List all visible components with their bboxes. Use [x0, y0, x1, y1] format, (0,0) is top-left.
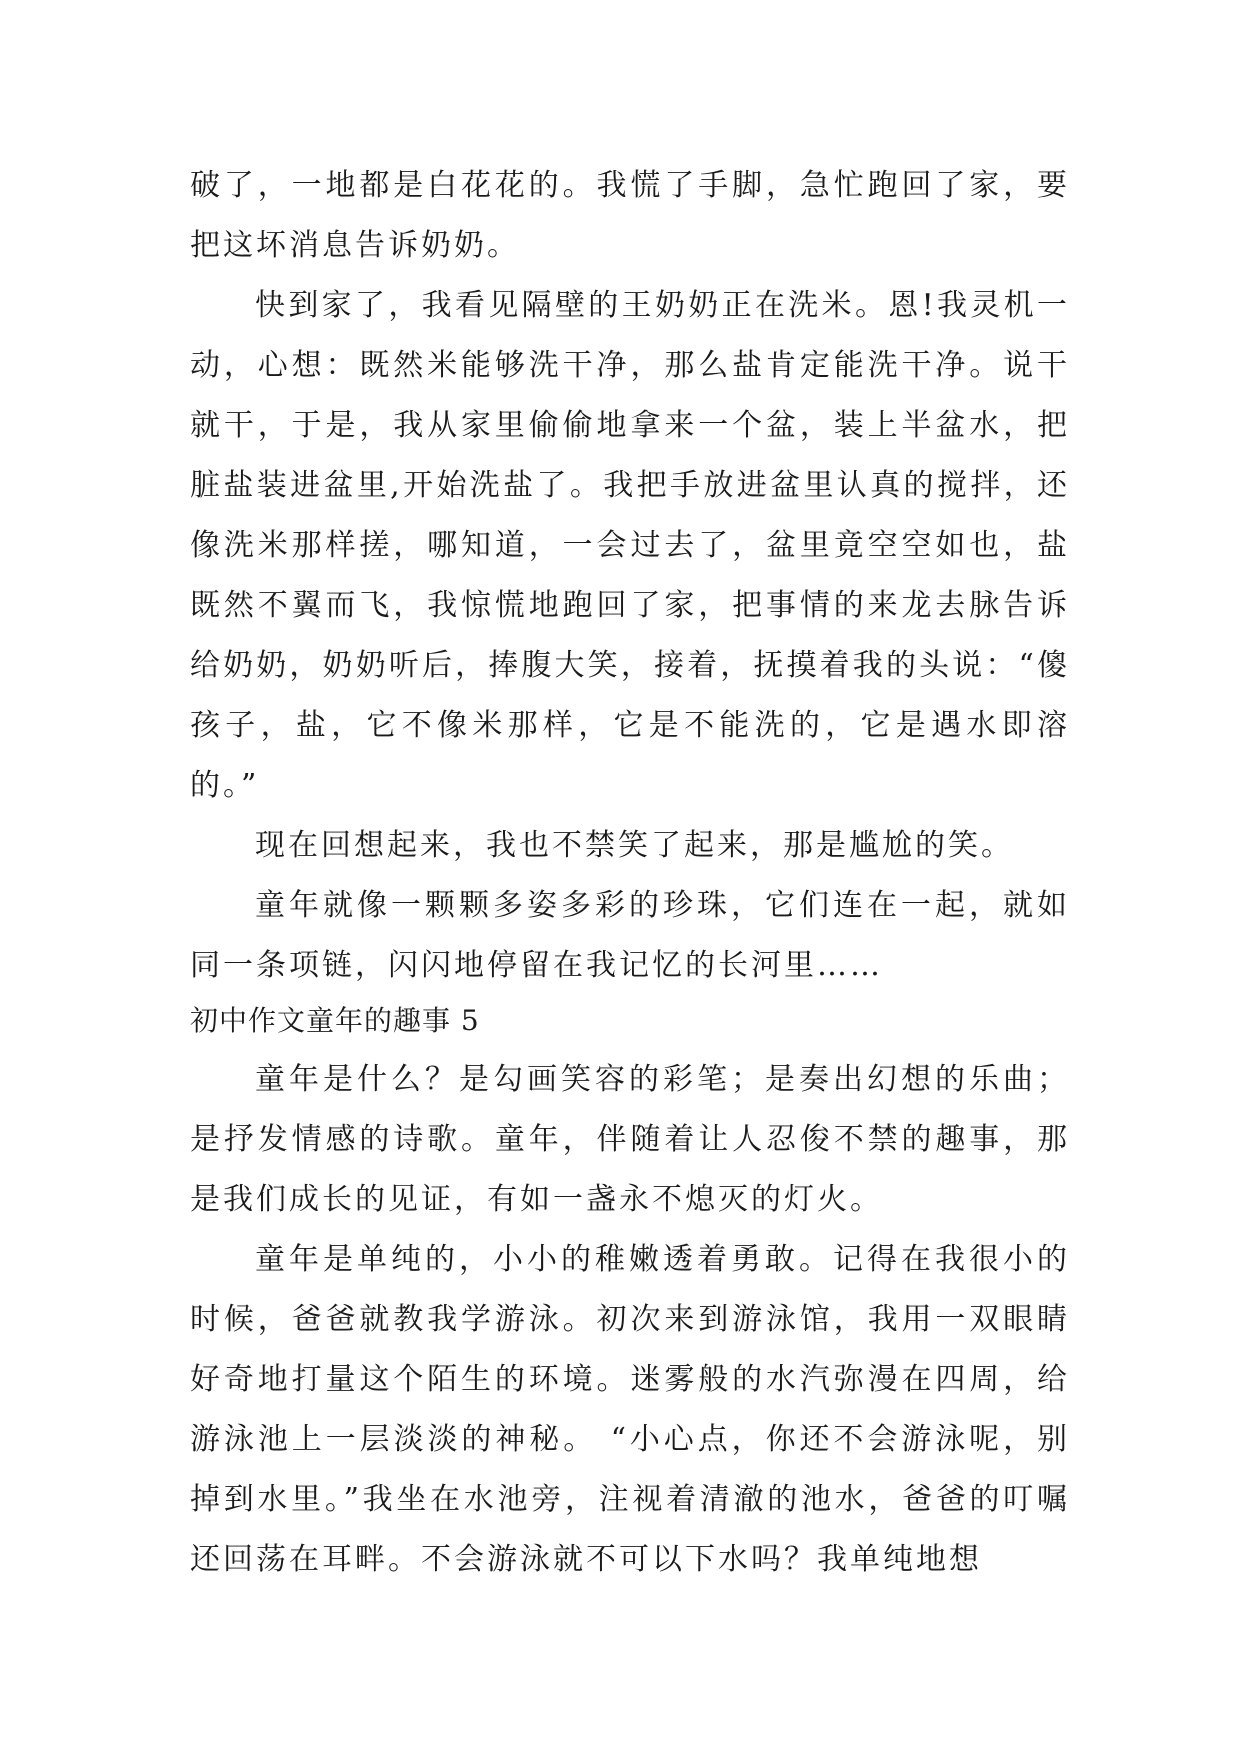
paragraph-5: 童年是什么？是勾画笑容的彩笔；是奏出幻想的乐曲；是抒发情感的诗歌。童年，伴随着让人忍俊不禁的趣事，那是我们成长的见证，有如一盏永不熄灭的灯火。 [190, 1062, 1070, 1217]
paragraph-2: 快到家了，我看见隔壁的王奶奶正在洗米。恩!我灵机一动，心想：既然米能够洗干净，那么盐肯定能洗干净。说干就干，于是，我从家里偷偷地拿来一个盆，装上半盆水，把脏盐装进盆里,开始洗盐了。我把手放进盆里认真的搅拌，还像洗米那样搓，哪知道，一会过去了，盆里竟空空如也，盐既然不翼而飞，我惊慌地跑回了家，把事情的来龙去脉告诉给奶奶，奶奶听后，捧腹大笑，接着，抚摸着我的头说：“傻孩子，盐，它不像米那样，它是不能洗的，它是遇水即溶的。” [190, 288, 1070, 803]
paragraph-1: 破了，一地都是白花花的。我慌了手脚，急忙跑回了家，要把这坏消息告诉奶奶。 [190, 168, 1070, 263]
paragraph-4: 童年就像一颗颗多姿多彩的珍珠，它们连在一起，就如同一条项链，闪闪地停留在我记忆的长河里…… [190, 888, 1070, 983]
paragraph-3: 现在回想起来，我也不禁笑了起来，那是尴尬的笑。 [255, 828, 1014, 863]
paragraph-6: 童年是单纯的，小小的稚嫩透着勇敢。记得在我很小的时候，爸爸就教我学游泳。初次来到游泳馆，我用一双眼睛好奇地打量这个陌生的环境。迷雾般的水汽弥漫在四周，给游泳池上一层淡淡的神秘。 “小心点，你还不会游泳呢，别掉到水里。”我坐在水池旁，注视着清澈的池水，爸爸的叮嘱还回荡在耳畔。不会游泳就不可以下水吗？我单纯地想 [190, 1242, 1070, 1577]
section-heading: 初中作文童年的趣事 5 [190, 1004, 480, 1037]
document-body [190, 156, 1070, 1590]
